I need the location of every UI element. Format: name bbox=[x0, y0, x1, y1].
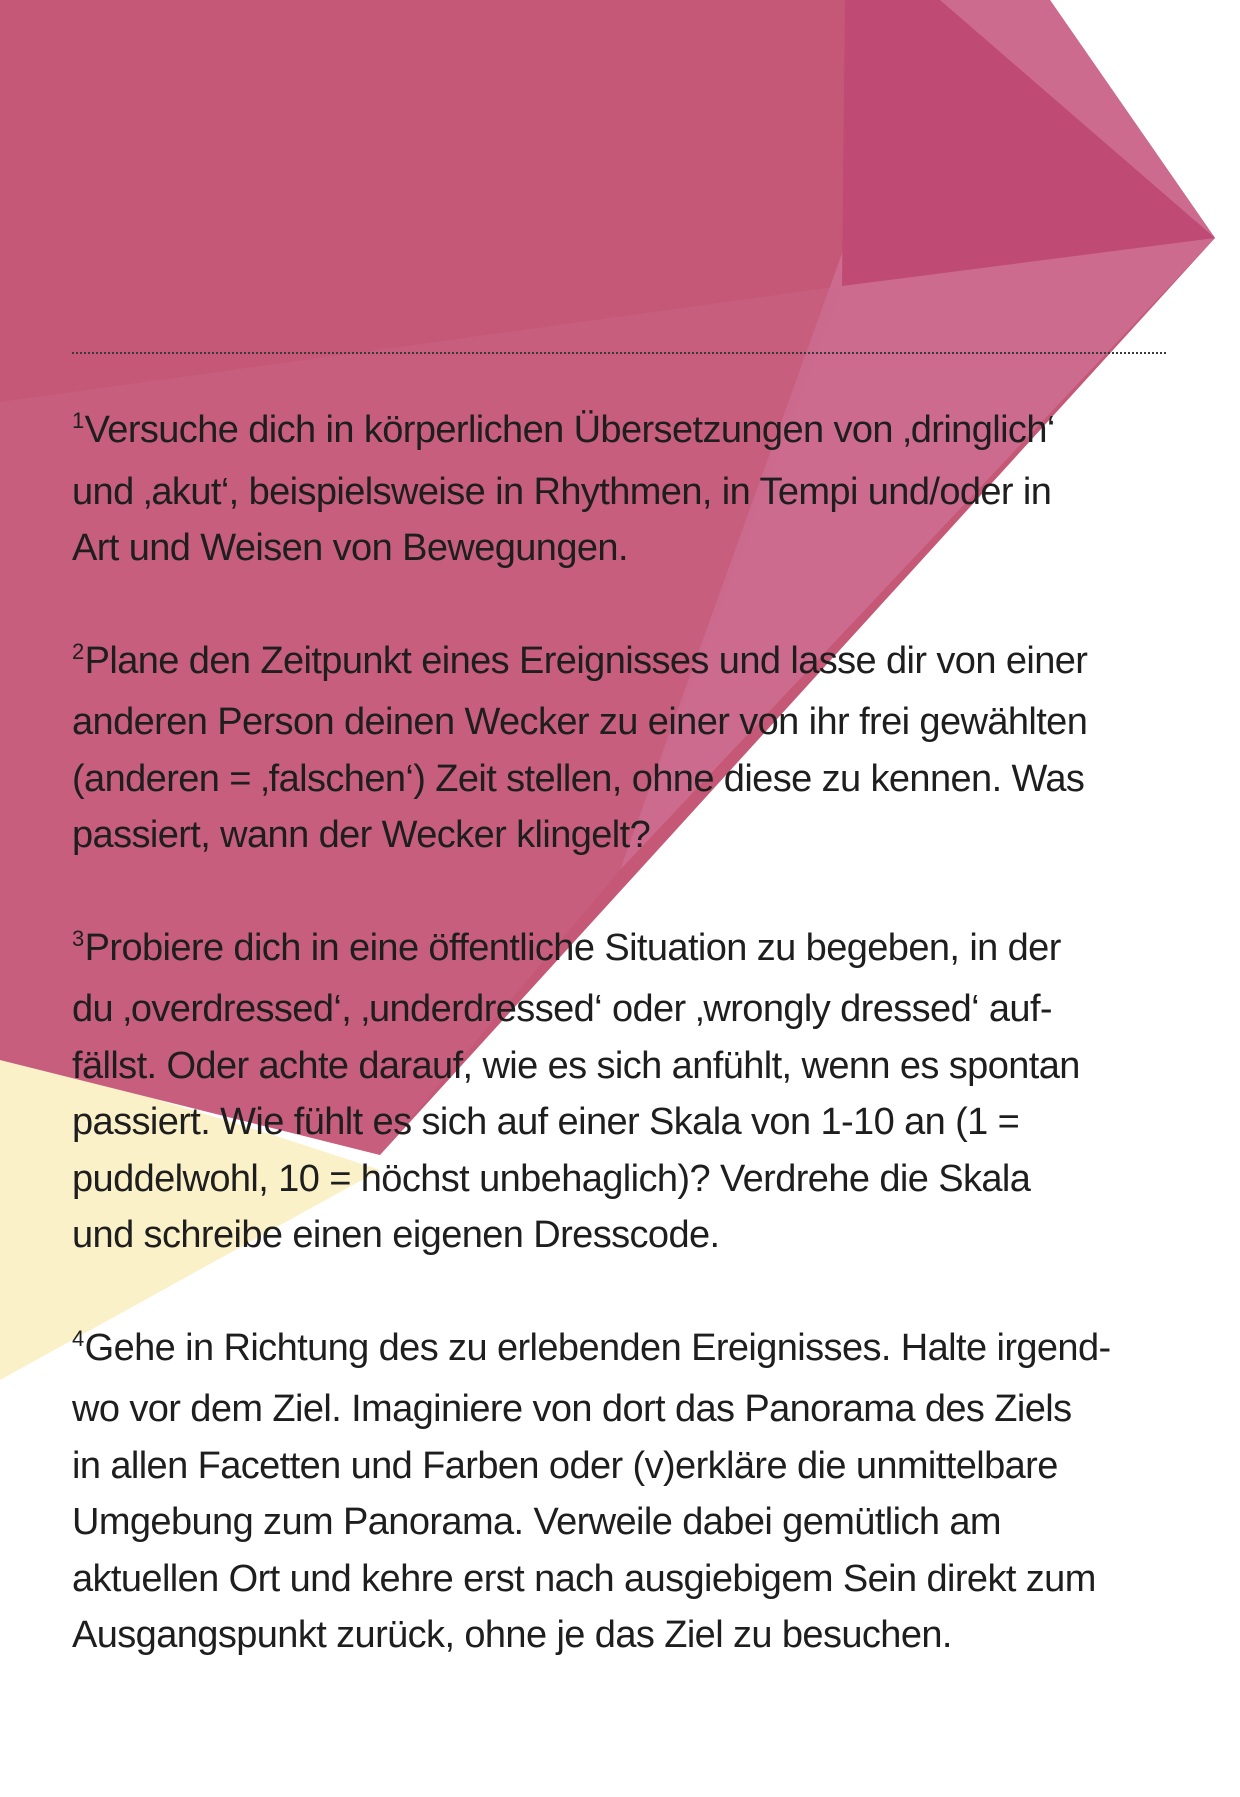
exercise-line: anderen Person deinen Wecker zu einer von ihr frei gewählten bbox=[72, 701, 1088, 743]
exercise-line: und schreibe einen eigenen Dresscode. bbox=[72, 1214, 720, 1256]
exercise-line: wo vor dem Ziel. Imaginiere von dort das Panorama des Ziels bbox=[72, 1388, 1072, 1430]
exercise-line: und ‚akut‘, beispielsweise in Rhythmen, in Tempi und/oder in bbox=[72, 470, 1052, 513]
exercise-line: passiert. Wie fühlt es sich auf einer Skala von 1-10 an (1 = bbox=[72, 1101, 1020, 1143]
exercise-number: 2 bbox=[72, 638, 84, 664]
exercise-paragraph bbox=[72, 920, 1172, 1264]
exercise-line: puddelwohl, 10 = höchst unbehaglich)? Verdrehe die Skala bbox=[72, 1157, 1031, 1200]
exercise-line: Art und Weisen von Bewegungen. bbox=[72, 527, 628, 569]
exercise-text: Gehe in Richtung des zu erlebenden Ereignisses. Halte irgend- bbox=[84, 1326, 1111, 1369]
exercise-text: Plane den Zeitpunkt eines Ereignisses und lasse dir von einer bbox=[84, 639, 1088, 682]
exercise-line: passiert, wann der Wecker klingelt? bbox=[72, 814, 651, 856]
exercise-number: 4 bbox=[72, 1325, 84, 1351]
exercise-line: du ‚overdressed‘, ‚underdressed‘ oder ‚wrongly dressed‘ auf- bbox=[72, 988, 1052, 1030]
exercise-line bbox=[72, 402, 1172, 464]
dotted-divider bbox=[72, 352, 1166, 354]
exercise-number: 3 bbox=[72, 925, 84, 951]
exercise-paragraph bbox=[72, 633, 1172, 864]
exercise-line: Ausgangspunkt zurück, ohne je das Ziel zu besuchen. bbox=[72, 1614, 952, 1656]
exercise-line bbox=[72, 920, 1172, 982]
exercise-text: Versuche dich in körperlichen Übersetzungen von ‚dringlich‘ bbox=[84, 409, 1055, 451]
exercise-text: Probiere dich in eine öffentliche Situation zu begeben, in der bbox=[84, 926, 1061, 969]
exercise-paragraph bbox=[72, 1320, 1172, 1664]
exercise-line bbox=[72, 633, 1172, 695]
exercise-number: 1 bbox=[72, 408, 84, 433]
exercise-line: Umgebung zum Panorama. Verweile dabei gemütlich am bbox=[72, 1501, 1001, 1543]
exercise-paragraph bbox=[72, 402, 1172, 577]
exercise-line bbox=[72, 1320, 1172, 1382]
exercise-line: fällst. Oder achte darauf, wie es sich anfühlt, wenn es spontan bbox=[72, 1044, 1080, 1087]
exercise-line: in allen Facetten und Farben oder (v)erkläre die unmittelbare bbox=[72, 1444, 1058, 1487]
exercise-line: aktuellen Ort und kehre erst nach ausgiebigem Sein direkt zum bbox=[72, 1557, 1096, 1600]
exercise-line: (anderen = ‚falschen‘) Zeit stellen, ohne diese zu kennen. Was bbox=[72, 757, 1085, 800]
exercise-list bbox=[72, 402, 1172, 1720]
